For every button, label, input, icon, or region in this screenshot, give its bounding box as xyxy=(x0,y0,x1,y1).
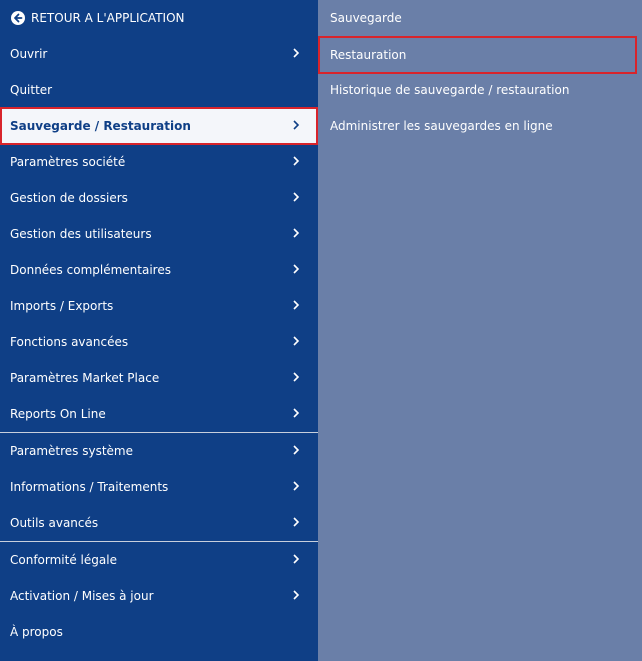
menu-item-ouvrir[interactable] xyxy=(0,36,318,72)
chevron-right-icon xyxy=(291,371,301,383)
menu-item-parametres-societe[interactable] xyxy=(0,144,318,180)
menu-item-quitter[interactable] xyxy=(0,72,318,108)
menu-item-conformite-legale[interactable] xyxy=(0,542,318,578)
menu-item-informations-traitements[interactable] xyxy=(0,469,318,505)
chevron-right-icon xyxy=(291,47,301,59)
menu-item-label: Imports / Exports xyxy=(10,299,114,313)
submenu-item-administrer-sauvegardes-en-ligne[interactable] xyxy=(318,108,642,144)
chevron-right-icon xyxy=(291,191,301,203)
submenu-item-label: Sauvegarde xyxy=(330,11,402,25)
submenu-item-label: Administrer les sauvegardes en ligne xyxy=(330,119,553,133)
menu-item-label: Paramètres société xyxy=(10,155,126,169)
menu-item-fonctions-avancees[interactable] xyxy=(0,324,318,360)
chevron-right-icon xyxy=(291,155,301,167)
menu-item-imports-exports[interactable] xyxy=(0,288,318,324)
menu-item-donnees-complementaires[interactable] xyxy=(0,252,318,288)
menu-item-label: Paramètres Market Place xyxy=(10,371,160,385)
menu-item-label: Informations / Traitements xyxy=(10,480,169,494)
chevron-right-icon xyxy=(291,227,301,239)
submenu-item-restauration[interactable] xyxy=(318,36,637,74)
chevron-right-icon xyxy=(291,299,301,311)
chevron-right-icon xyxy=(291,407,301,419)
menu-item-label: Sauvegarde / Restauration xyxy=(10,119,191,133)
menu-item-activation-mises-a-jour[interactable] xyxy=(0,578,318,614)
submenu-item-historique[interactable] xyxy=(318,72,642,108)
menu-item-label: Outils avancés xyxy=(10,516,99,530)
menu-item-sauvegarde-restauration[interactable] xyxy=(0,107,318,145)
main-menu-panel xyxy=(0,0,318,661)
submenu-item-sauvegarde[interactable] xyxy=(318,0,642,36)
menu-item-label: Conformité légale xyxy=(10,553,117,567)
menu-item-a-propos[interactable] xyxy=(0,614,318,650)
menu-item-label: Ouvrir xyxy=(10,47,48,61)
chevron-right-icon xyxy=(291,553,301,565)
submenu-item-label: Historique de sauvegarde / restauration xyxy=(330,83,570,97)
menu-item-outils-avances[interactable] xyxy=(0,505,318,541)
menu-item-label: Données complémentaires xyxy=(10,263,171,277)
menu-item-parametres-systeme[interactable] xyxy=(0,433,318,469)
menu-item-parametres-market-place[interactable] xyxy=(0,360,318,396)
submenu-panel xyxy=(318,0,642,661)
menu-item-reports-on-line[interactable] xyxy=(0,396,318,432)
menu-item-label: Gestion de dossiers xyxy=(10,191,128,205)
menu-item-label: Activation / Mises à jour xyxy=(10,589,154,603)
menu-item-gestion-de-dossiers[interactable] xyxy=(0,180,318,216)
back-arrow-icon xyxy=(11,11,25,25)
menu-item-label: À propos xyxy=(10,625,63,639)
chevron-right-icon xyxy=(291,480,301,492)
chevron-right-icon xyxy=(291,335,301,347)
chevron-right-icon xyxy=(291,516,301,528)
chevron-right-icon xyxy=(291,119,301,131)
menu-item-label: Gestion des utilisateurs xyxy=(10,227,152,241)
chevron-right-icon xyxy=(291,263,301,275)
menu-item-label: Paramètres système xyxy=(10,444,133,458)
menu-item-label: Reports On Line xyxy=(10,407,106,421)
back-to-application-link[interactable] xyxy=(0,0,318,36)
menu-item-label: Quitter xyxy=(10,83,53,97)
menu-item-label: Fonctions avancées xyxy=(10,335,129,349)
chevron-right-icon xyxy=(291,589,301,601)
chevron-right-icon xyxy=(291,444,301,456)
back-to-application-label: RETOUR A L'APPLICATION xyxy=(31,11,185,25)
submenu-item-label: Restauration xyxy=(330,48,407,62)
menu-item-gestion-des-utilisateurs[interactable] xyxy=(0,216,318,252)
